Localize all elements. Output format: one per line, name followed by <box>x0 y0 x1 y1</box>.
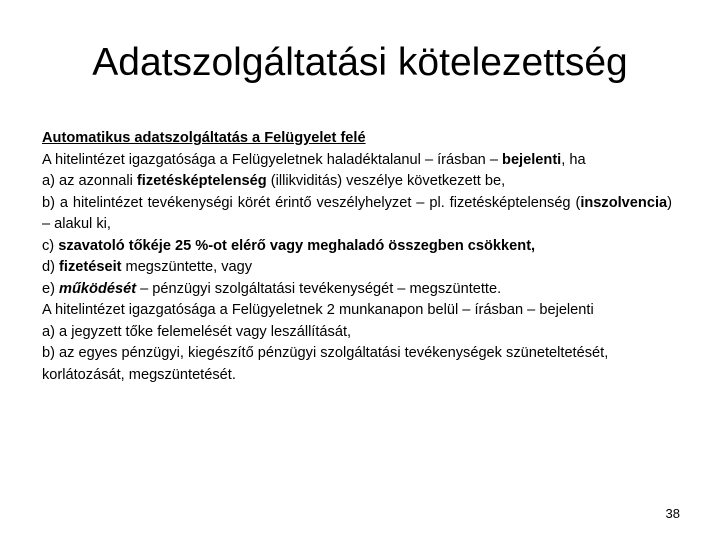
second-intro-paragraph: A hitelintézet igazgatósága a Felügyeletnek 2 munkanapon belül – írásban – bejelenti <box>42 302 594 318</box>
second-list-item-a: a) a jegyzett tőke felemelését vagy leszállítását, <box>42 323 352 340</box>
list-item-b <box>42 193 672 236</box>
item-d-text: d) <box>42 259 60 275</box>
item-b-text-end: ) – alakul ki, <box>42 194 672 232</box>
item-c-emphasis: szavatoló tőkéje 25 %-ot elérő vagy meghaladó összegben csökkent, <box>58 237 536 254</box>
item-d-text-end: megszüntette, vagy <box>121 259 253 275</box>
item-e-emphasis: működését <box>59 280 137 297</box>
item-b-text: b) a hitelintézet tevékenységi körét érintő veszélyhelyzet – pl. fizetésképtelenség ( <box>42 194 581 211</box>
item-a-emphasis: fizetésképtelenség <box>136 173 267 189</box>
slide-body <box>42 128 672 386</box>
intro-paragraph <box>42 150 672 172</box>
intro-text-end: , ha <box>561 151 586 168</box>
item-e-text-end: – pénzügyi szolgáltatási tevékenységét – megszüntette. <box>136 280 502 297</box>
list-item-c <box>42 236 672 258</box>
item-a-text: a) az azonnali <box>42 173 137 189</box>
section-heading-text: Automatikus adatszolgáltatás a Felügyelet felé <box>42 130 366 146</box>
intro-emphasis: bejelenti <box>502 151 562 168</box>
slide-title: Adatszolgáltatási kötelezettség <box>92 41 628 84</box>
item-d-emphasis: fizetéseit <box>59 259 122 275</box>
list-item-e <box>42 279 672 301</box>
section-heading <box>42 128 672 150</box>
list-item-d <box>42 257 672 279</box>
item-c-text: c) <box>42 237 59 254</box>
page-number: 38 <box>665 506 680 521</box>
item-e-text: e) <box>42 280 60 297</box>
intro-text: A hitelintézet igazgatósága a Felügyeletnek haladéktalanul – írásban – <box>42 151 503 168</box>
list-item-a <box>42 171 672 193</box>
item-a-text-end: (illikviditás) veszélye következett be, <box>266 173 506 189</box>
second-list-item-b: b) az egyes pénzügyi, kiegészítő pénzügyi szolgáltatási tevékenységek szüneteltetését, korlátozását, megszüntetését. <box>42 345 609 383</box>
item-b-emphasis: inszolvencia <box>580 194 668 211</box>
